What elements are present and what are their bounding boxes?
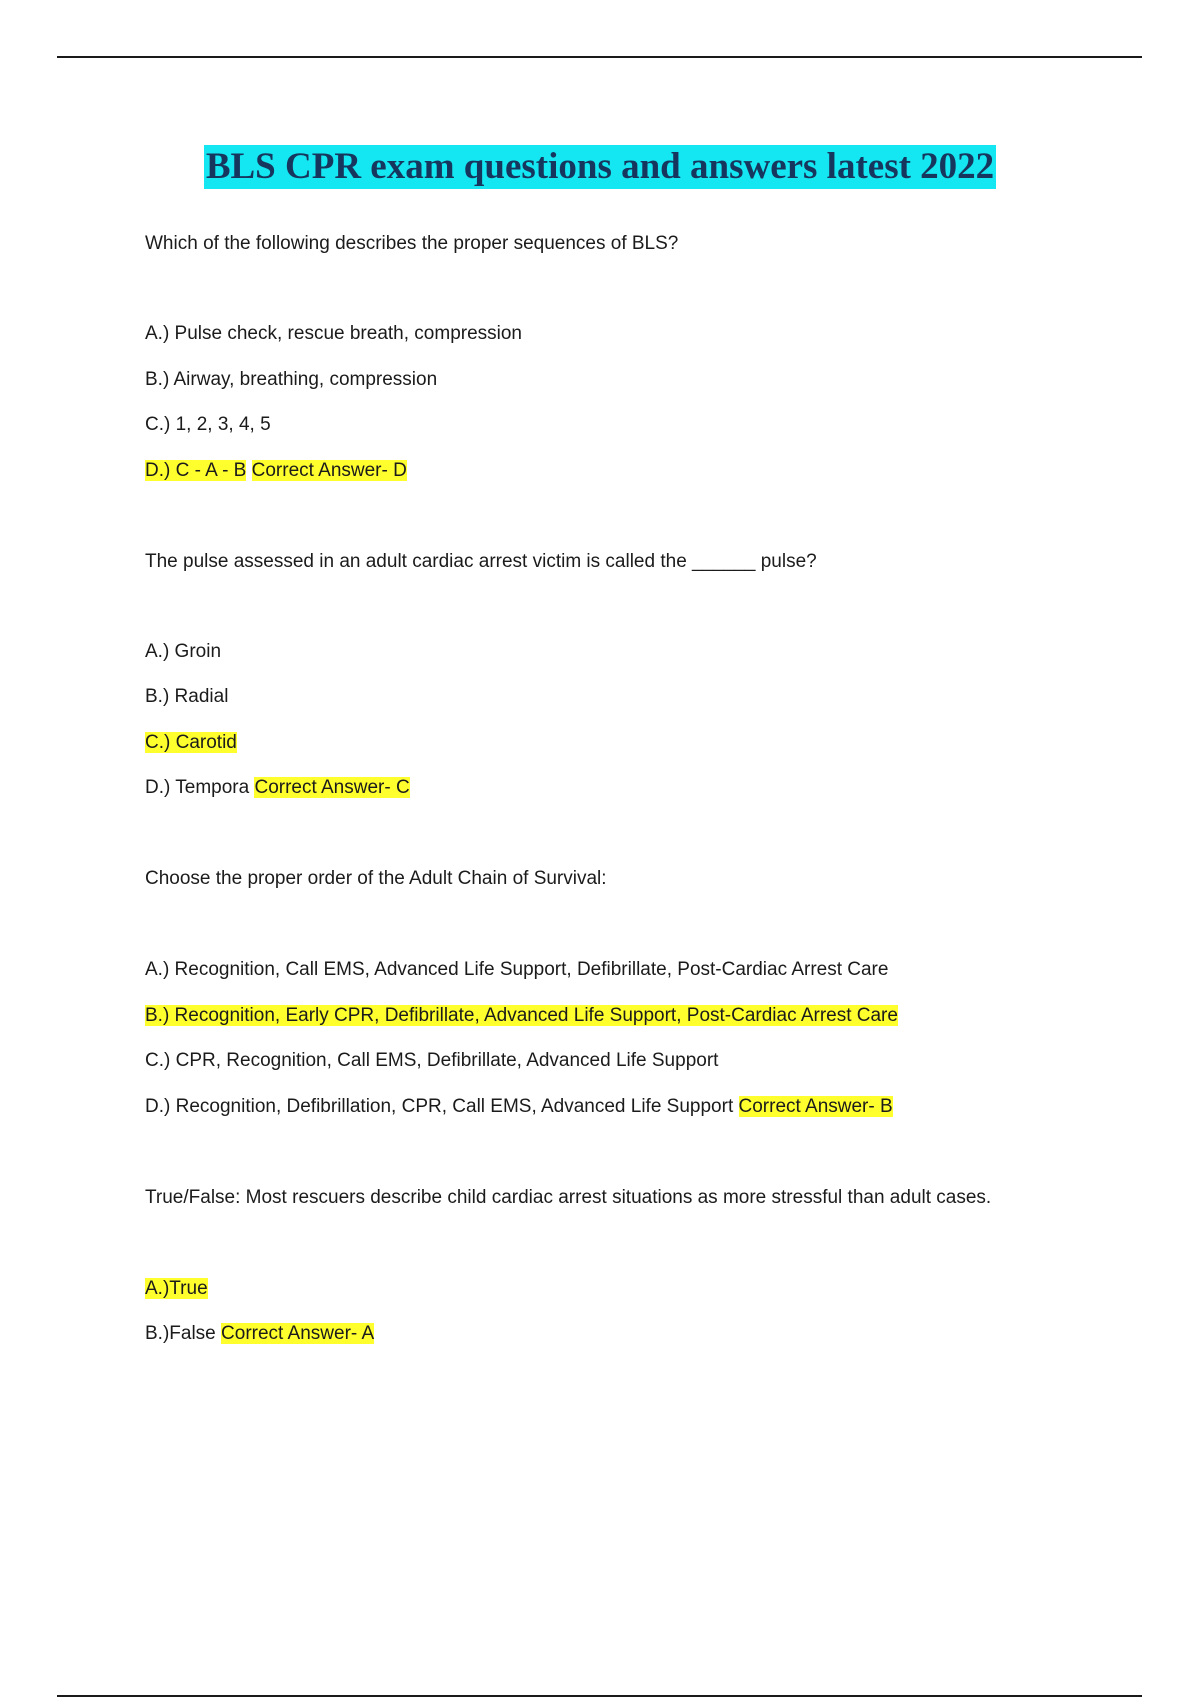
question-4-option-a: A.)True [145, 1278, 208, 1299]
question-3-option-b-row [145, 1004, 898, 1028]
question-3-option-d-row [145, 1095, 893, 1119]
question-2-option-c-row [145, 731, 237, 755]
title-container [0, 145, 1200, 189]
question-2-option-d: D.) Tempora [145, 777, 250, 798]
question-4-option-b: B.)False [145, 1323, 216, 1344]
question-2-option-c: C.) Carotid [145, 732, 237, 753]
question-1-option-c: C.) 1, 2, 3, 4, 5 [145, 414, 271, 435]
question-1-answer: Correct Answer- D [251, 460, 407, 481]
question-2-answer: Correct Answer- C [254, 777, 410, 798]
question-1-prompt: Which of the following describes the proper sequences of BLS? [145, 233, 679, 254]
question-1-option-b: B.) Airway, breathing, compression [145, 369, 438, 390]
question-2-option-a: A.) Groin [145, 641, 222, 662]
question-3-option-a: A.) Recognition, Call EMS, Advanced Life Support, Defibrillate, Post-Cardiac Arrest Care [145, 959, 889, 980]
question-2-prompt: The pulse assessed in an adult cardiac arrest victim is called the ______ pulse? [145, 551, 817, 572]
question-4-prompt: True/False: Most rescuers describe child cardiac arrest situations as more stressful than adult cases. [145, 1187, 992, 1208]
question-2-option-d-row [145, 776, 410, 800]
question-1-option-d-row [145, 459, 407, 483]
bottom-rule [57, 1695, 1142, 1697]
top-rule [57, 56, 1142, 58]
question-3-option-c: C.) CPR, Recognition, Call EMS, Defibrillate, Advanced Life Support [145, 1050, 719, 1071]
question-3-answer: Correct Answer- B [738, 1096, 893, 1117]
question-2-option-b: B.) Radial [145, 686, 229, 707]
document-title: BLS CPR exam questions and answers latest 2022 [205, 146, 995, 187]
question-3-option-d: D.) Recognition, Defibrillation, CPR, Call EMS, Advanced Life Support [145, 1096, 734, 1117]
question-1-option-d: D.) C - A - B [145, 460, 247, 481]
question-4-answer: Correct Answer- A [221, 1323, 375, 1344]
question-3-option-b: B.) Recognition, Early CPR, Defibrillate, Advanced Life Support, Post-Cardiac Arrest Care [145, 1005, 898, 1026]
question-1-option-a: A.) Pulse check, rescue breath, compression [145, 323, 523, 344]
question-3-prompt: Choose the proper order of the Adult Chain of Survival: [145, 868, 607, 889]
question-4-option-a-row [145, 1277, 208, 1301]
question-4-option-b-row [145, 1322, 374, 1346]
